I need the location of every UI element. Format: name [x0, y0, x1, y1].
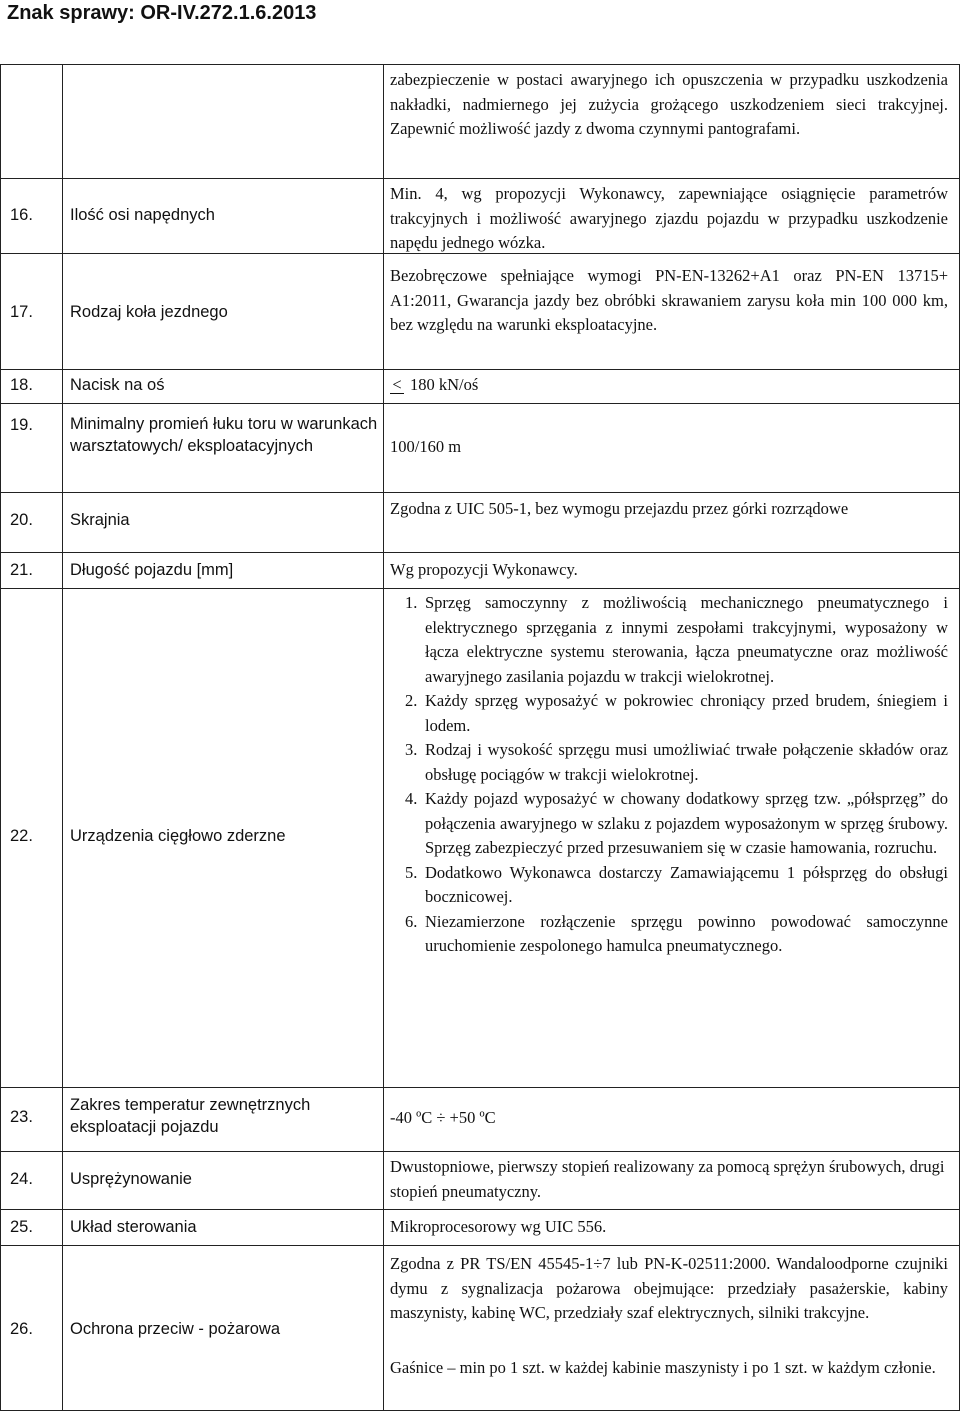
row-value: -40 ºC ÷ +50 ºC: [390, 1108, 496, 1127]
row-divider: [0, 588, 960, 589]
row-value: Dwustopniowe, pierwszy stopień realizowany za pomocą sprężyn śrubowych, drugi stopień pneumatyczny.: [390, 1157, 945, 1201]
row-value: Wg propozycji Wykonawcy.: [390, 560, 578, 579]
less-or-equal-symbol: <: [390, 377, 404, 394]
row-value: Mikroprocesorowy wg UIC 556.: [390, 1217, 607, 1236]
row-name: Skrajnia: [70, 511, 130, 529]
row-divider: [0, 403, 960, 404]
row-value: zabezpieczenie w postaci awaryjnego ich opuszczenia w przypadku uszkodzenia nakładki, nadmiernego jej zużycia grożącego uszkodzeniem sieci trakcyjnej. Zapewnić możliwość jazdy z dwoma czynnymi pantografami.: [390, 70, 948, 138]
row-number: 25.: [10, 1218, 33, 1236]
row-value: 100/160 m: [390, 437, 462, 456]
row-number: 23.: [10, 1108, 33, 1126]
document-header: Znak sprawy: OR-IV.272.1.6.2013: [7, 2, 317, 24]
row-number: 20.: [10, 511, 33, 529]
row-name: Rodzaj koła jezdnego: [70, 303, 228, 321]
row-divider: [0, 552, 960, 553]
row-number: 26.: [10, 1320, 33, 1338]
coupling-requirement-item: [390, 861, 948, 910]
row-number: 24.: [10, 1170, 33, 1188]
coupling-requirements: [390, 591, 948, 959]
row-number: 18.: [10, 376, 33, 394]
row-number: 22.: [10, 827, 33, 845]
table-border-left: [0, 64, 1, 1410]
row-number: 19.: [10, 416, 33, 434]
item-text: Rodzaj i wysokość sprzęgu musi umożliwiać trwałe połączenie składów oraz obsługę pociągów w trakcji wielokrotnej.: [425, 740, 948, 784]
coupling-requirement-item: [390, 787, 948, 861]
column-divider-name: [62, 64, 63, 1410]
item-text: Sprzęg samoczynny z możliwością mechanicznego pneumatycznego i elektrycznego sprzęgania z innymi zespołami trakcyjnymi, wyposażony w łącza elektryczne systemu sterowania, łącza pneumatyczne oraz możliwość awaryjnego zasilania pojazdu w trakcji wielokrotnej.: [425, 593, 948, 686]
axle-load-value: 180 kN/oś: [410, 375, 479, 394]
coupling-requirement-item: [390, 689, 948, 738]
row-name: Zakres temperatur zewnętrznych eksploatacji pojazdu: [70, 1096, 311, 1136]
item-text: Dodatkowo Wykonawca dostarczy Zamawiającemu 1 półsprzęg do obsługi bocznicowej.: [425, 862, 948, 906]
item-text: Każdy sprzęg wyposażyć w pokrowiec chroniący przed brudem, śniegiem i lodem.: [425, 691, 948, 735]
item-number: 6.: [405, 911, 418, 931]
row-divider: [0, 492, 960, 493]
row-divider: [0, 64, 960, 65]
row-name: Minimalny promień łuku toru w warunkach warsztatowych/ eksploatacyjnych: [70, 415, 378, 455]
column-divider-value: [383, 64, 384, 1410]
row-name: Układ sterowania: [70, 1218, 197, 1236]
row-divider: [0, 1245, 960, 1246]
row-name: Ochrona przeciw - pożarowa: [70, 1320, 281, 1338]
row-divider: [0, 1087, 960, 1088]
row-name: Urządzenia cięgłowo zderzne: [70, 827, 286, 845]
row-divider: [0, 178, 960, 179]
item-number: 5.: [405, 862, 418, 882]
row-value: Zgodna z PR TS/EN 45545-1÷7 lub PN-K-02511:2000. Wandaloodporne czujniki dymu z sygnalizacja pożarowa obejmujące: przedziały pasażerskie, kabiny maszynisty, kabinę WC, przedziały szaf elektrycznych, silniki trakcyjne.: [390, 1254, 948, 1322]
row-value: Bezobręczowe spełniające wymogi PN-EN-13262+A1 oraz PN-EN 13715+ A1:2011, Gwarancja jazdy bez obróbki skrawaniem zarysu koła min 100 000 km, bez względu na warunki eksploatacyjne.: [390, 266, 948, 334]
row-value: Min. 4, wg propozycji Wykonawcy, zapewniające osiągnięcie parametrów trakcyjnych i możliwość awaryjnego zjazdu pojazdu w przypadku uszkodzenie napędu jednego wózka.: [390, 184, 948, 252]
coupling-requirement-item: [390, 910, 948, 959]
row-value: Zgodna z UIC 505-1, bez wymogu przejazdu przez górki rozrządowe: [390, 499, 849, 518]
row-number: 16.: [10, 206, 33, 224]
row-value: [390, 374, 948, 396]
item-text: Niezamierzone rozłączenie sprzęgu powinno powodować samoczynne uruchomienie zespolonego hamulca pneumatycznego.: [425, 911, 948, 955]
coupling-requirement-item: [390, 591, 948, 689]
row-name: Usprężynowanie: [70, 1170, 192, 1188]
item-number: 4.: [405, 789, 418, 808]
row-number: 17.: [10, 303, 33, 321]
row-divider: [0, 1410, 960, 1411]
item-number: 3.: [405, 740, 418, 759]
item-number: 1.: [405, 593, 418, 612]
item-text: Każdy pojazd wyposażyć w chowany dodatkowy sprzęg tzw. „półsprzęg” do połączenia awaryjnego w szlaku z pojazdem wyposażonym w sprzęg śrubowy. Sprzęg zabezpieczyć przed przesuwaniem się w czasie hamowania, rozruchu.: [425, 789, 948, 857]
row-number: 21.: [10, 561, 33, 579]
row-divider: [0, 1151, 960, 1152]
row-name: Długość pojazdu [mm]: [70, 561, 234, 579]
row-divider: [0, 1209, 960, 1210]
row-divider: [0, 369, 960, 370]
row-value-extinguishers: Gaśnice – min po 1 szt. w każdej kabinie maszynisty i po 1 szt. w każdym członie.: [390, 1358, 936, 1377]
row-name: Nacisk na oś: [70, 376, 165, 394]
row-name: Ilość osi napędnych: [70, 206, 215, 224]
coupling-requirement-item: [390, 738, 948, 787]
item-number: 2.: [405, 691, 418, 710]
